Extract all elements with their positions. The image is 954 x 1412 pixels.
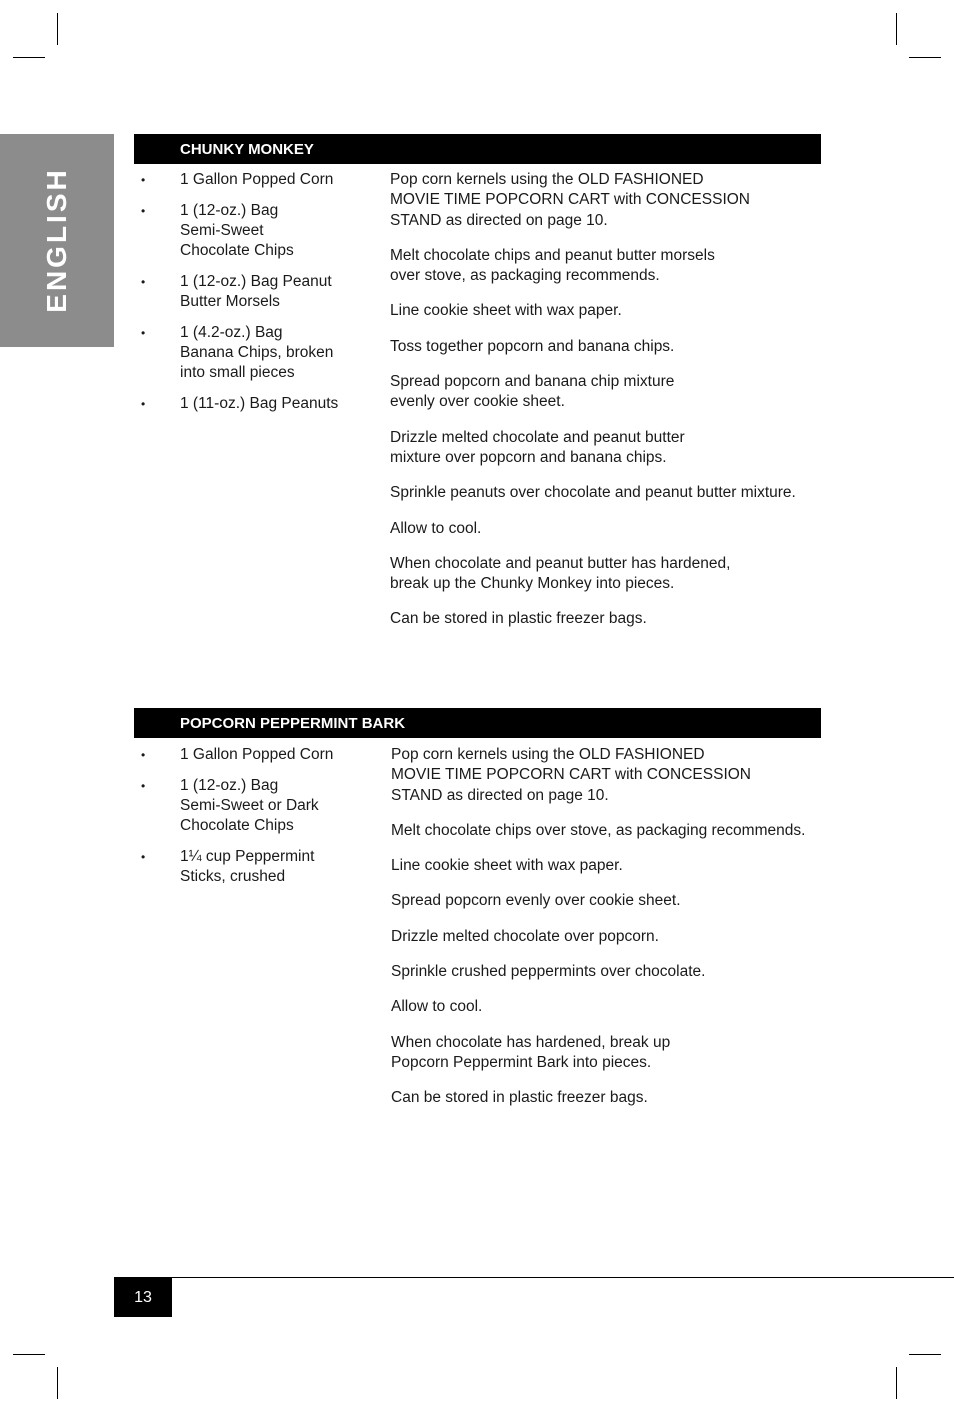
instruction-step: Drizzle melted chocolate over popcorn. (391, 927, 659, 945)
instruction-step: Sprinkle peanuts over chocolate and peanut butter mixture. (390, 484, 796, 502)
ingredient-item (134, 170, 374, 190)
crop-mark (13, 57, 45, 58)
instruction-step: Pop corn kernels using the OLD FASHIONED MOVIE TIME POPCORN CART with CONCESSION STAND as directed on page 10. (391, 746, 752, 804)
ingredient-text: 1¼ cup Peppermint Sticks, crushed (180, 848, 315, 885)
language-tab (0, 134, 114, 347)
instruction-list (390, 170, 830, 645)
instruction-step: When chocolate and peanut butter has hardened, break up the Chunky Monkey into pieces. (390, 554, 731, 593)
recipe-title: CHUNKY MONKEY (180, 140, 314, 158)
instruction-step: When chocolate has hardened, break up Popcorn Peppermint Bark into pieces. (391, 1033, 671, 1071)
instruction-step: Melt chocolate chips and peanut butter morsels over stove, as packaging recommends. (390, 246, 715, 285)
recipe-title-chunky-monkey (134, 134, 821, 164)
instruction-step: Allow to cool. (391, 998, 483, 1016)
instruction-step: Spread popcorn and banana chip mixture evenly over cookie sheet. (390, 373, 675, 411)
ingredient-item (134, 847, 374, 887)
bullet-icon: • (141, 326, 146, 340)
ingredient-item (134, 272, 374, 312)
instruction-step: Allow to cool. (390, 519, 482, 537)
instruction-step: Line cookie sheet with wax paper. (390, 302, 622, 320)
ingredient-text: 1 (12-oz.) Bag Peanut Butter Morsels (180, 273, 332, 310)
footer-rule (114, 1277, 954, 1278)
bullet-icon: • (141, 204, 146, 218)
ingredient-text: 1 (4.2-oz.) Bag Banana Chips, broken into small pieces (180, 324, 334, 381)
ingredient-item (134, 394, 374, 414)
crop-mark (57, 1367, 58, 1399)
ingredient-text: 1 (12-oz.) Bag Semi-Sweet Chocolate Chips (180, 202, 294, 259)
instruction-step: Drizzle melted chocolate and peanut butter mixture over popcorn and banana chips. (390, 428, 685, 466)
instruction-step: Pop corn kernels using the OLD FASHIONED MOVIE TIME POPCORN CART with CONCESSION STAND as directed on page 10. (390, 171, 751, 229)
instruction-step: Can be stored in plastic freezer bags. (391, 1089, 648, 1107)
language-label: ENGLISH (41, 167, 72, 313)
crop-mark (909, 1354, 941, 1355)
page-number (114, 1278, 172, 1317)
recipe-title: POPCORN PEPPERMINT BARK (180, 714, 406, 732)
recipe-title-popcorn-peppermint-bark (134, 708, 821, 738)
ingredient-text: 1 Gallon Popped Corn (180, 746, 334, 763)
ingredient-text: 1 (12-oz.) Bag Semi-Sweet or Dark Chocolate Chips (180, 777, 319, 834)
ingredient-text: 1 (11-oz.) Bag Peanuts (180, 395, 339, 412)
instruction-step: Sprinkle crushed peppermints over chocolate. (391, 963, 706, 981)
bullet-icon: • (141, 173, 146, 187)
crop-mark (57, 13, 58, 45)
bullet-icon: • (141, 748, 146, 762)
bullet-icon: • (141, 779, 146, 793)
page-number-label: 13 (134, 1288, 152, 1306)
crop-mark (13, 1354, 45, 1355)
instruction-step: Melt chocolate chips over stove, as packaging recommends. (391, 821, 806, 839)
ingredient-item (134, 745, 374, 765)
instruction-step: Toss together popcorn and banana chips. (390, 337, 675, 355)
instruction-step: Line cookie sheet with wax paper. (391, 857, 623, 875)
crop-mark (896, 13, 897, 45)
crop-mark (909, 57, 941, 58)
instruction-list (391, 745, 831, 1124)
ingredient-item (134, 776, 374, 836)
crop-mark (896, 1367, 897, 1399)
ingredient-list (134, 745, 374, 898)
instruction-step: Spread popcorn evenly over cookie sheet. (391, 892, 681, 910)
bullet-icon: • (141, 275, 146, 289)
bullet-icon: • (141, 397, 146, 411)
ingredient-item (134, 323, 374, 383)
instruction-step: Can be stored in plastic freezer bags. (390, 610, 647, 628)
ingredient-list (134, 170, 374, 425)
ingredient-item (134, 201, 374, 261)
ingredient-text: 1 Gallon Popped Corn (180, 171, 334, 188)
bullet-icon: • (141, 850, 146, 864)
